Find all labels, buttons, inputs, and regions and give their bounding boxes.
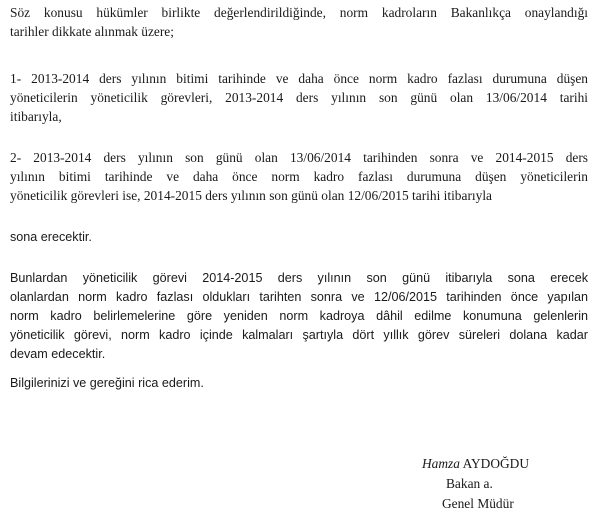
item-1-line: itibarıyla, xyxy=(10,109,62,124)
intro-paragraph xyxy=(10,3,588,41)
intro-line: tarihler dikkate alınmak üzere; xyxy=(10,24,174,39)
item-2-line: 2- 2013-2014 ders yılının son günü olan 13/06/2014 tarihinden sonra ve 2014-2015 ders xyxy=(10,150,588,165)
item-2-paragraph xyxy=(10,148,588,205)
signatory-name xyxy=(420,454,590,474)
item-2-line: yılının bitimi tarihinde ve daha önce norm kadro fazlası durumuna düşen yöneticilerin xyxy=(10,169,588,184)
intro-line: Söz konusu hükümler birlikte değerlendirildiğinde, norm kadroların Bakanlıkça onaylandığı xyxy=(10,5,588,20)
signatory-last-name: AYDOĞDU xyxy=(462,456,530,471)
body-line: Bunlardan yöneticilik görevi 2014-2015 ders yılının son günü itibarıyla sona erecek xyxy=(10,271,588,285)
closing-paragraph xyxy=(10,374,588,393)
item-1-line: yöneticilerin yöneticilik görevleri, 2013-2014 ders yılının son günü olan 13/06/2014 tarihi xyxy=(10,90,588,105)
body-paragraph xyxy=(10,269,588,364)
signature-block xyxy=(420,454,590,514)
item-2-line: yöneticilik görevleri ise, 2014-2015 ders yılının son günü olan 12/06/2015 tarihi itibarıyla xyxy=(10,188,492,203)
closing-line: Bilgilerinizi ve gereğini rica ederim. xyxy=(10,376,204,390)
body-line: devam edecektir. xyxy=(10,347,106,361)
signatory-first-name: Hamza xyxy=(422,456,460,471)
signatory-title: Bakan a. xyxy=(446,476,493,491)
body-line: yöneticilik görevi, norm kadro içinde kalmaları şartıyla dört yıllık görev süreleri dolana kadar xyxy=(10,328,588,342)
body-line: norm kadro belirlemelerine göre yeniden norm kadroya dâhil edilme konumuna gelenlerin xyxy=(10,309,588,323)
item-1-paragraph xyxy=(10,69,588,126)
body-line: olanlardan norm kadro fazlası oldukları tarihten sonra ve 12/06/2015 tarihinden önce yapılan xyxy=(10,290,588,304)
item-1-line: 1- 2013-2014 ders yılının bitimi tarihinde ve daha önce norm kadro fazlası durumuna düşen xyxy=(10,71,588,86)
conclusion-line: sona erecektir. xyxy=(10,230,92,244)
conclusion-paragraph xyxy=(10,228,588,247)
signatory-role: Genel Müdür xyxy=(442,496,514,511)
